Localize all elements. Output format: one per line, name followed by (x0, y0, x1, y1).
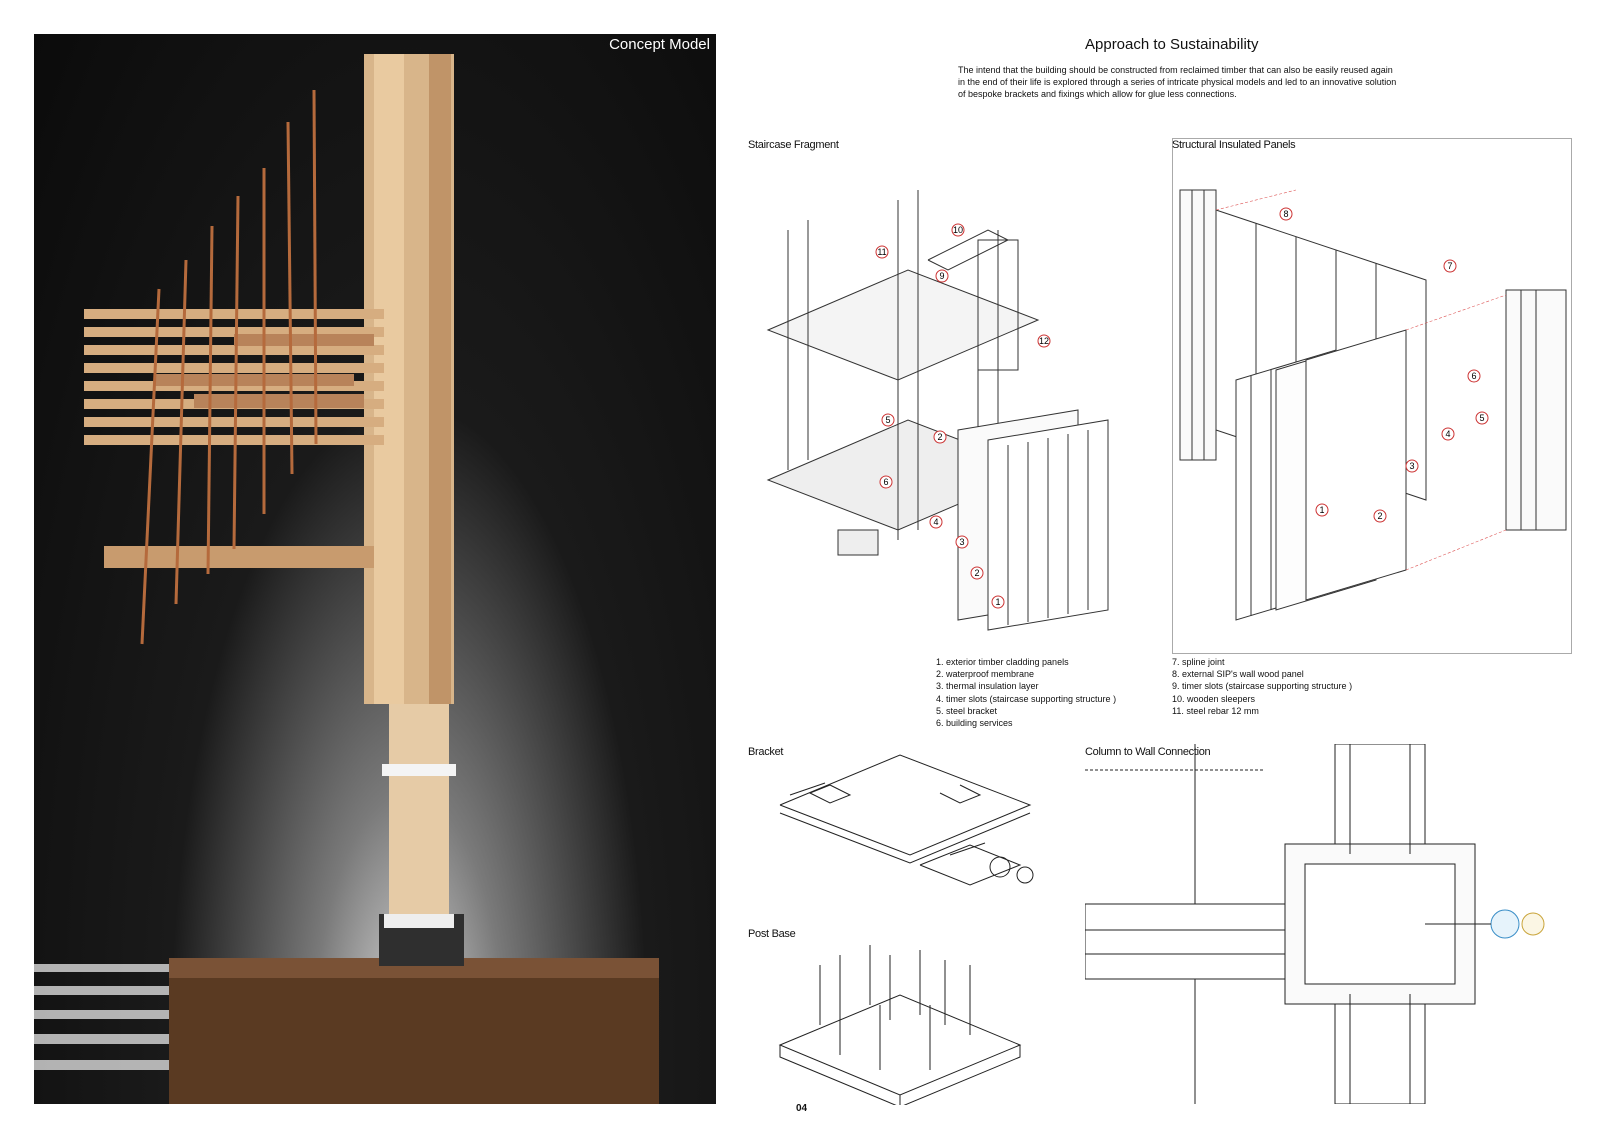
callout-2a: 2 (937, 432, 943, 442)
column-wall-label: Column to Wall Connection (1085, 746, 1211, 758)
page-title: Approach to Sustainability (1085, 36, 1259, 53)
page-number: 04 (796, 1103, 808, 1114)
callout-5: 5 (1479, 413, 1485, 423)
callout-10: 10 (952, 225, 964, 235)
staircase-fragment-label: Staircase Fragment (748, 139, 839, 151)
legend-item: 6. building services (936, 718, 1013, 729)
callout-8: 8 (1283, 209, 1289, 219)
post-base-drawing (770, 925, 1030, 1105)
legend-item: 1. exterior timber cladding panels (936, 657, 1069, 667)
legend-item: 11. steel rebar 12 mm (1172, 705, 1259, 716)
legend-item: 2. waterproof membrane (936, 669, 1035, 680)
legend-item: 9. timer slots (staircase supporting structure ) (1172, 681, 1353, 692)
callout-1: 1 (1319, 505, 1325, 515)
legend-item: 10. wooden sleepers (1172, 693, 1256, 704)
intro-paragraph: The intend that the building should be constructed from reclaimed timber that can also be easily reused again in the end of their life is explored through a series of intricate physical models and led to an innovative solution of bespoke brackets and fixings which allow for glue less connections. (958, 65, 1397, 99)
callout-12: 12 (1038, 336, 1050, 346)
bracket-drawing (770, 745, 1060, 915)
concept-model-illustration (34, 34, 716, 1104)
sip-drawing (1176, 170, 1568, 650)
sip-label: Structural Insulated Panels (1172, 139, 1296, 151)
callout-2: 2 (1377, 511, 1383, 521)
callout-9: 9 (939, 271, 945, 281)
callout-6: 6 (883, 477, 889, 487)
column-wall-drawing (1085, 744, 1585, 1104)
callout-2b: 2 (974, 568, 980, 578)
callout-4: 4 (933, 517, 939, 527)
staircase-fragment-drawing (748, 170, 1158, 650)
callout-1: 1 (995, 597, 1001, 607)
callout-3: 3 (1409, 461, 1415, 471)
legend-item: 5. steel bracket (936, 705, 998, 716)
legend-item: 7. spline joint (1172, 657, 1225, 667)
callout-11: 11 (877, 247, 887, 257)
concept-model-photo (34, 34, 716, 1104)
callout-3: 3 (959, 537, 965, 547)
photo-caption: Concept Model (609, 36, 710, 53)
callout-4: 4 (1445, 429, 1451, 439)
legend-item: 8. external SIP's wall wood panel (1172, 669, 1304, 680)
bracket-label: Bracket (748, 746, 784, 758)
callout-5: 5 (885, 415, 891, 425)
legend-left (936, 656, 1116, 729)
post-base-label: Post Base (748, 928, 796, 940)
legend-right (1172, 656, 1352, 717)
legend-item: 4. timer slots (staircase supporting structure ) (936, 693, 1117, 704)
callout-7: 7 (1447, 261, 1453, 271)
callout-6: 6 (1471, 371, 1477, 381)
legend-item: 3. thermal insulation layer (936, 681, 1039, 692)
